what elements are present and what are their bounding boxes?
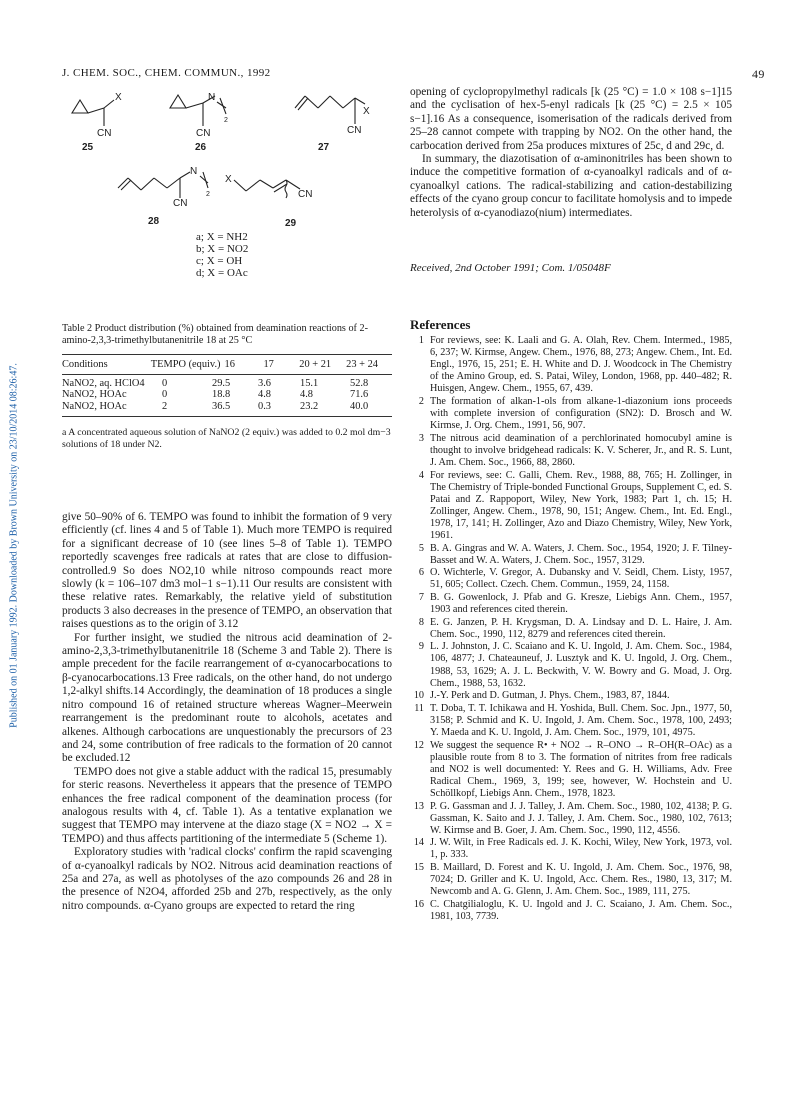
svg-text:CN: CN <box>97 128 112 139</box>
reference-item: 15 B. Maillard, D. Forest and K. U. Ingold, J. Am. Chem. Soc., 1976, 98, 7024; D. Griller and K. U. Ingold, Acc. Chem. Res., 1980, 13, 317; M. Newcomb and A. G. Glenn, J. Am. Chem. Soc., 1989, 111, 275. <box>413 862 732 898</box>
paragraph: Exploratory studies with 'radical clocks' confirm the rapid scavenging of α-cyanoalkyl radicals by NO2. Nitrous acid deamination reactions of 25a and 27a, as well as photolyses of the azo compounds 26 and 28 in the presence of N2O4, afforded 25b and 27b, respectively, as the only nitro compounds. α-Cyano groups are expected to retard the ring <box>62 846 392 912</box>
col-header: Conditions <box>62 359 108 370</box>
svg-text:X: X <box>115 92 122 103</box>
structure-29 <box>225 174 312 200</box>
svg-text:CN: CN <box>196 128 211 139</box>
received-line: Received, 2nd October 1991; Com. 1/05048F <box>410 262 611 274</box>
col-header: 16 <box>224 359 235 370</box>
right-column-body <box>410 86 732 220</box>
compound-label-28: 28 <box>148 216 160 227</box>
table-2-block <box>62 323 392 451</box>
paragraph: In summary, the diazotisation of α-aminonitriles has been shown to induce the competitive formation of α-cyanoalkyl radicals and of α-cyanoalkyl cations. The radical-stabilizing and cation-destabilizing effects of the cyano group concur to facilitate homolysis and to impede heterolysis of α-cyanodiazo(nium) intermediates. <box>410 153 732 219</box>
journal-header: J. CHEM. SOC., CHEM. COMMUN., 1992 <box>62 67 271 79</box>
reference-item: 7 B. G. Gowenlock, J. Pfab and G. Kresze, Liebigs Ann. Chem., 1957, 1903 and references cited therein. <box>418 591 732 616</box>
reference-item: 6 O. Wichterle, V. Gregor, A. Dubansky and V. Seidl, Chem. Listy, 1957, 51, 605; Collect. Czech. Chem. Commun., 1959, 24, 1158. <box>418 567 732 591</box>
compound-label-25: 25 <box>82 142 94 153</box>
svg-text:X: X <box>225 174 232 185</box>
compound-label-26: 26 <box>195 142 207 153</box>
provenance-text: Published on 01 January 1992. Downloaded by Brown University on 23/10/2014 08:26:47. <box>8 363 20 728</box>
reference-item: 8 E. G. Janzen, P. H. Krygsman, D. A. Lindsay and D. L. Haire, J. Am. Chem. Soc., 1990, 112, 8279 and references cited therein. <box>418 616 732 640</box>
left-column-body <box>62 511 392 913</box>
paragraph: For further insight, we studied the nitrous acid deamination of 2-amino-2,3,3-trimethylbutanenitrile 18 (Scheme 3 and Table 2). There is ample precedent for the facile rearrangement of α-cyanocarbocations to β-cyanocarbocations.13 Free radicals, on the other hand, do not undergo 1,2-alkyl shifts.14 Accordingly, the deamination of 18 produces a single nitro compound 16 of retained structure whereas Wagner–Meerwein rearrangement is the predominant route to alcohols, acetates and alkenes. Although carbocations are unquestionably the precursors of 23 and 24, some contribution of free radicals to the formation of 20 cannot be excluded.12 <box>62 631 392 765</box>
references-heading: References <box>410 317 471 332</box>
table-caption: Table 2 Product distribution (%) obtained from deamination reactions of 2-amino-2,3,3-trimethylbutanenitrile 18 at 25 °C <box>62 323 368 346</box>
reference-item: 13 P. G. Gassman and J. J. Talley, J. Am. Chem. Soc., 1980, 102, 4138; P. G. Gassman, K. Saito and J. J. Talley, J. Am. Chem. Soc., 1980, 102, 7613; W. Kirmse and B. Goer, J. Am. Chem. Soc., 1990, 112, 4556. <box>413 800 732 836</box>
compound-label-29: 29 <box>285 218 297 229</box>
legend-c: c; X = OH <box>196 255 243 267</box>
reference-item: 9 L. J. Johnston, J. C. Scaiano and K. U. Ingold, J. Am. Chem. Soc., 1984, 106, 4877; J. Chateauneuf, J. Lusztyk and K. U. Ingold, J. Org. Chem., 1988, 53, 1629; A. J. L. Beckwith, V. W. Bowry and G. Moad, J. Org. Chem., 1988, 53, 1632. <box>418 641 732 689</box>
reference-item: 5 B. A. Gingras and W. A. Waters, J. Chem. Soc., 1954, 1920; J. F. Tilney-Basset and W. A. Waters, J. Chem. Soc., 1957, 3129. <box>418 542 732 566</box>
reference-item: 2 The formation of alkan-1-ols from alkane-1-diazonium ions proceeds with complete inversion of configuration (SN2): D. Brosch and W. Kirmse, J. Org. Chem., 1991, 56, 907. <box>418 395 732 432</box>
reference-item: 16 C. Chatgilialoglu, K. U. Ingold and J. C. Scaiano, J. Am. Chem. Soc., 1981, 103, 7739. <box>413 898 732 922</box>
reference-item: 1 For reviews, see: K. Laali and G. A. Olah, Rev. Chem. Intermed., 1985, 6, 237; W. Kirmse, Angew. Chem., 1976, 88, 273; Angew. Chem., Int. Ed. Engl., 1976, 15, 251; E. H. White and D. J. Woodcock in The Chemistry of the Amino Group, ed. S. Patai, Wiley, London, 1968, pp. 440–482; R. Huisgen, Angew. Chem., 1955, 67, 439. <box>418 335 732 395</box>
reference-item: 4 For reviews, see: C. Galli, Chem. Rev., 1988, 88, 765; H. Zollinger, in The Chemistry of Triple-bonded Functional Groups, Supplement C, ed. S. Patai and Z. Rappoport, Wiley, New York, 1983; Part 1, ch. 15; H. Zollinger, Angew. Chem., 1978, 90, 151; Angew. Chem., Int. Ed. Engl., 1978, 17, 141; H. Zollinger, Azo and Diazo Chemistry, Wiley, New York, 1961. <box>418 469 732 541</box>
svg-text:2: 2 <box>224 117 228 124</box>
legend-d: d; X = OAc <box>196 267 248 279</box>
page-number: 49 <box>752 67 765 81</box>
paragraph: TEMPO does not give a stable adduct with the radical 15, presumably for steric reasons. Nevertheless it appears that the presence of TEMPO enhances the free radical component of the deamination process (for analogous results with 4, cf. Table 1). As a tentative explanation we suggest that TEMPO may intervene at the diazo stage (X = NO2 → X = TEMPO) and thus affects partitioning of the intermediate 5 (Scheme 1). <box>62 765 392 845</box>
reference-item: 11 T. Doba, T. T. Ichikawa and H. Yoshida, Bull. Chem. Soc. Jpn., 1977, 50, 3158; P. Schmid and K. U. Ingold, J. Am. Chem. Soc., 1978, 100, 2493; Y. Maeda and K. U. Ingold, J. Am. Chem. Soc., 1979, 101, 4975. <box>414 702 732 738</box>
svg-text:2: 2 <box>206 191 210 198</box>
provenance-sidebar <box>4 240 18 850</box>
svg-text:N: N <box>190 166 198 177</box>
structure-25 <box>72 92 122 139</box>
svg-text:X: X <box>363 106 370 117</box>
table-footnote: a A concentrated aqueous solution of NaNO2 (2 equiv.) was added to 0.2 mol dm−3 solutions of 18 under N2. <box>62 427 391 450</box>
paragraph: give 50–90% of 6. TEMPO was found to inhibit the formation of 9 very efficiently (cf. lines 4 and 5 of Table 1). Much more TEMPO is required for a significant decrease of 10 (see lines 5–8 of Table 1). TEMPO reportedly scavenges free radicals at rates that are close to diffusion-controlled.9 So does NO2,10 while nitroso compounds react more slowly (k = 106–107 dm3 mol−1 s−1).11 Our results are consistent with these relative rates. Remarkably, the relative yield of substitution products 3 also decreases in the presence of TEMPO, an observation that raises questions as to the origin of 3.12 <box>62 511 392 631</box>
col-header: TEMPO (equiv.) <box>150 359 221 370</box>
col-header: 23 + 24 <box>346 359 378 370</box>
paragraph: opening of cyclopropylmethyl radicals [k (25 °C) = 1.0 × 108 s−1]15 and the cyclisation of hex-5-enyl radicals [k (25 °C) = 2.5 × 105 s−1].16 As a consequence, isomerisation of the radicals derived from 25–28 cannot compete with trapping by NO2. On the other hand, the carbocation derived from 25a produces mixtures of 25c, d and 29c, d. <box>410 86 732 152</box>
table-row: NaNO2, HOAc 2 36.5 0.3 23.2 40.0 <box>62 400 369 412</box>
reference-list <box>410 335 732 924</box>
reference-item: 3 The nitrous acid deamination of a perchlorinated homocubyl amine is thought to involve bridgehead radicals: K. V. Scherer, Jr., and R. S. Lunt, J. Am. Chem. Soc., 1966, 88, 2860. <box>418 432 732 468</box>
product-distribution-table <box>62 359 382 371</box>
legend-b: b; X = NO2 <box>196 243 249 255</box>
legend-a: a; X = NH2 <box>196 231 248 243</box>
reference-item: 10 J.-Y. Perk and D. Gutman, J. Phys. Chem., 1983, 87, 1844. <box>413 690 670 702</box>
table-header-row <box>62 359 382 371</box>
table-row: NaNO2, HOAc 0 18.8 4.8 4.8 71.6 <box>62 389 369 400</box>
table-row: NaNO2, aq. HClO4 0 29.5 3.6 15.1 52.8 <box>62 377 369 389</box>
compound-label-27: 27 <box>318 142 330 153</box>
reference-item: 12 We suggest the sequence R• + NO2 → R–ONO → R–OH(R–OAc) as a plausible route from 8 to 3. The formation of nitrites from free radicals and NO2 is well documented: Y. Rees and G. H. Williams, Adv. Free Radical Chem., 1969, 3, 199; see, however, W. Hochstein and U. Schöllkopf, Liebigs Ann. Chem., 1978, 1823. <box>413 739 732 799</box>
svg-text:CN: CN <box>298 189 313 200</box>
structure-28 <box>118 166 210 209</box>
structure-26 <box>170 92 228 139</box>
structure-27 <box>295 96 370 136</box>
svg-text:N: N <box>208 92 216 103</box>
substituent-legend <box>196 231 248 279</box>
col-header: 17 <box>263 359 274 370</box>
table-body <box>62 378 382 413</box>
col-header: 20 + 21 <box>299 359 332 370</box>
svg-text:CN: CN <box>173 198 188 209</box>
reference-item: 14 J. W. Wilt, in Free Radicals ed. J. K. Kochi, Wiley, New York, 1973, vol. 1, p. 333. <box>413 837 732 861</box>
svg-text:CN: CN <box>347 125 362 136</box>
